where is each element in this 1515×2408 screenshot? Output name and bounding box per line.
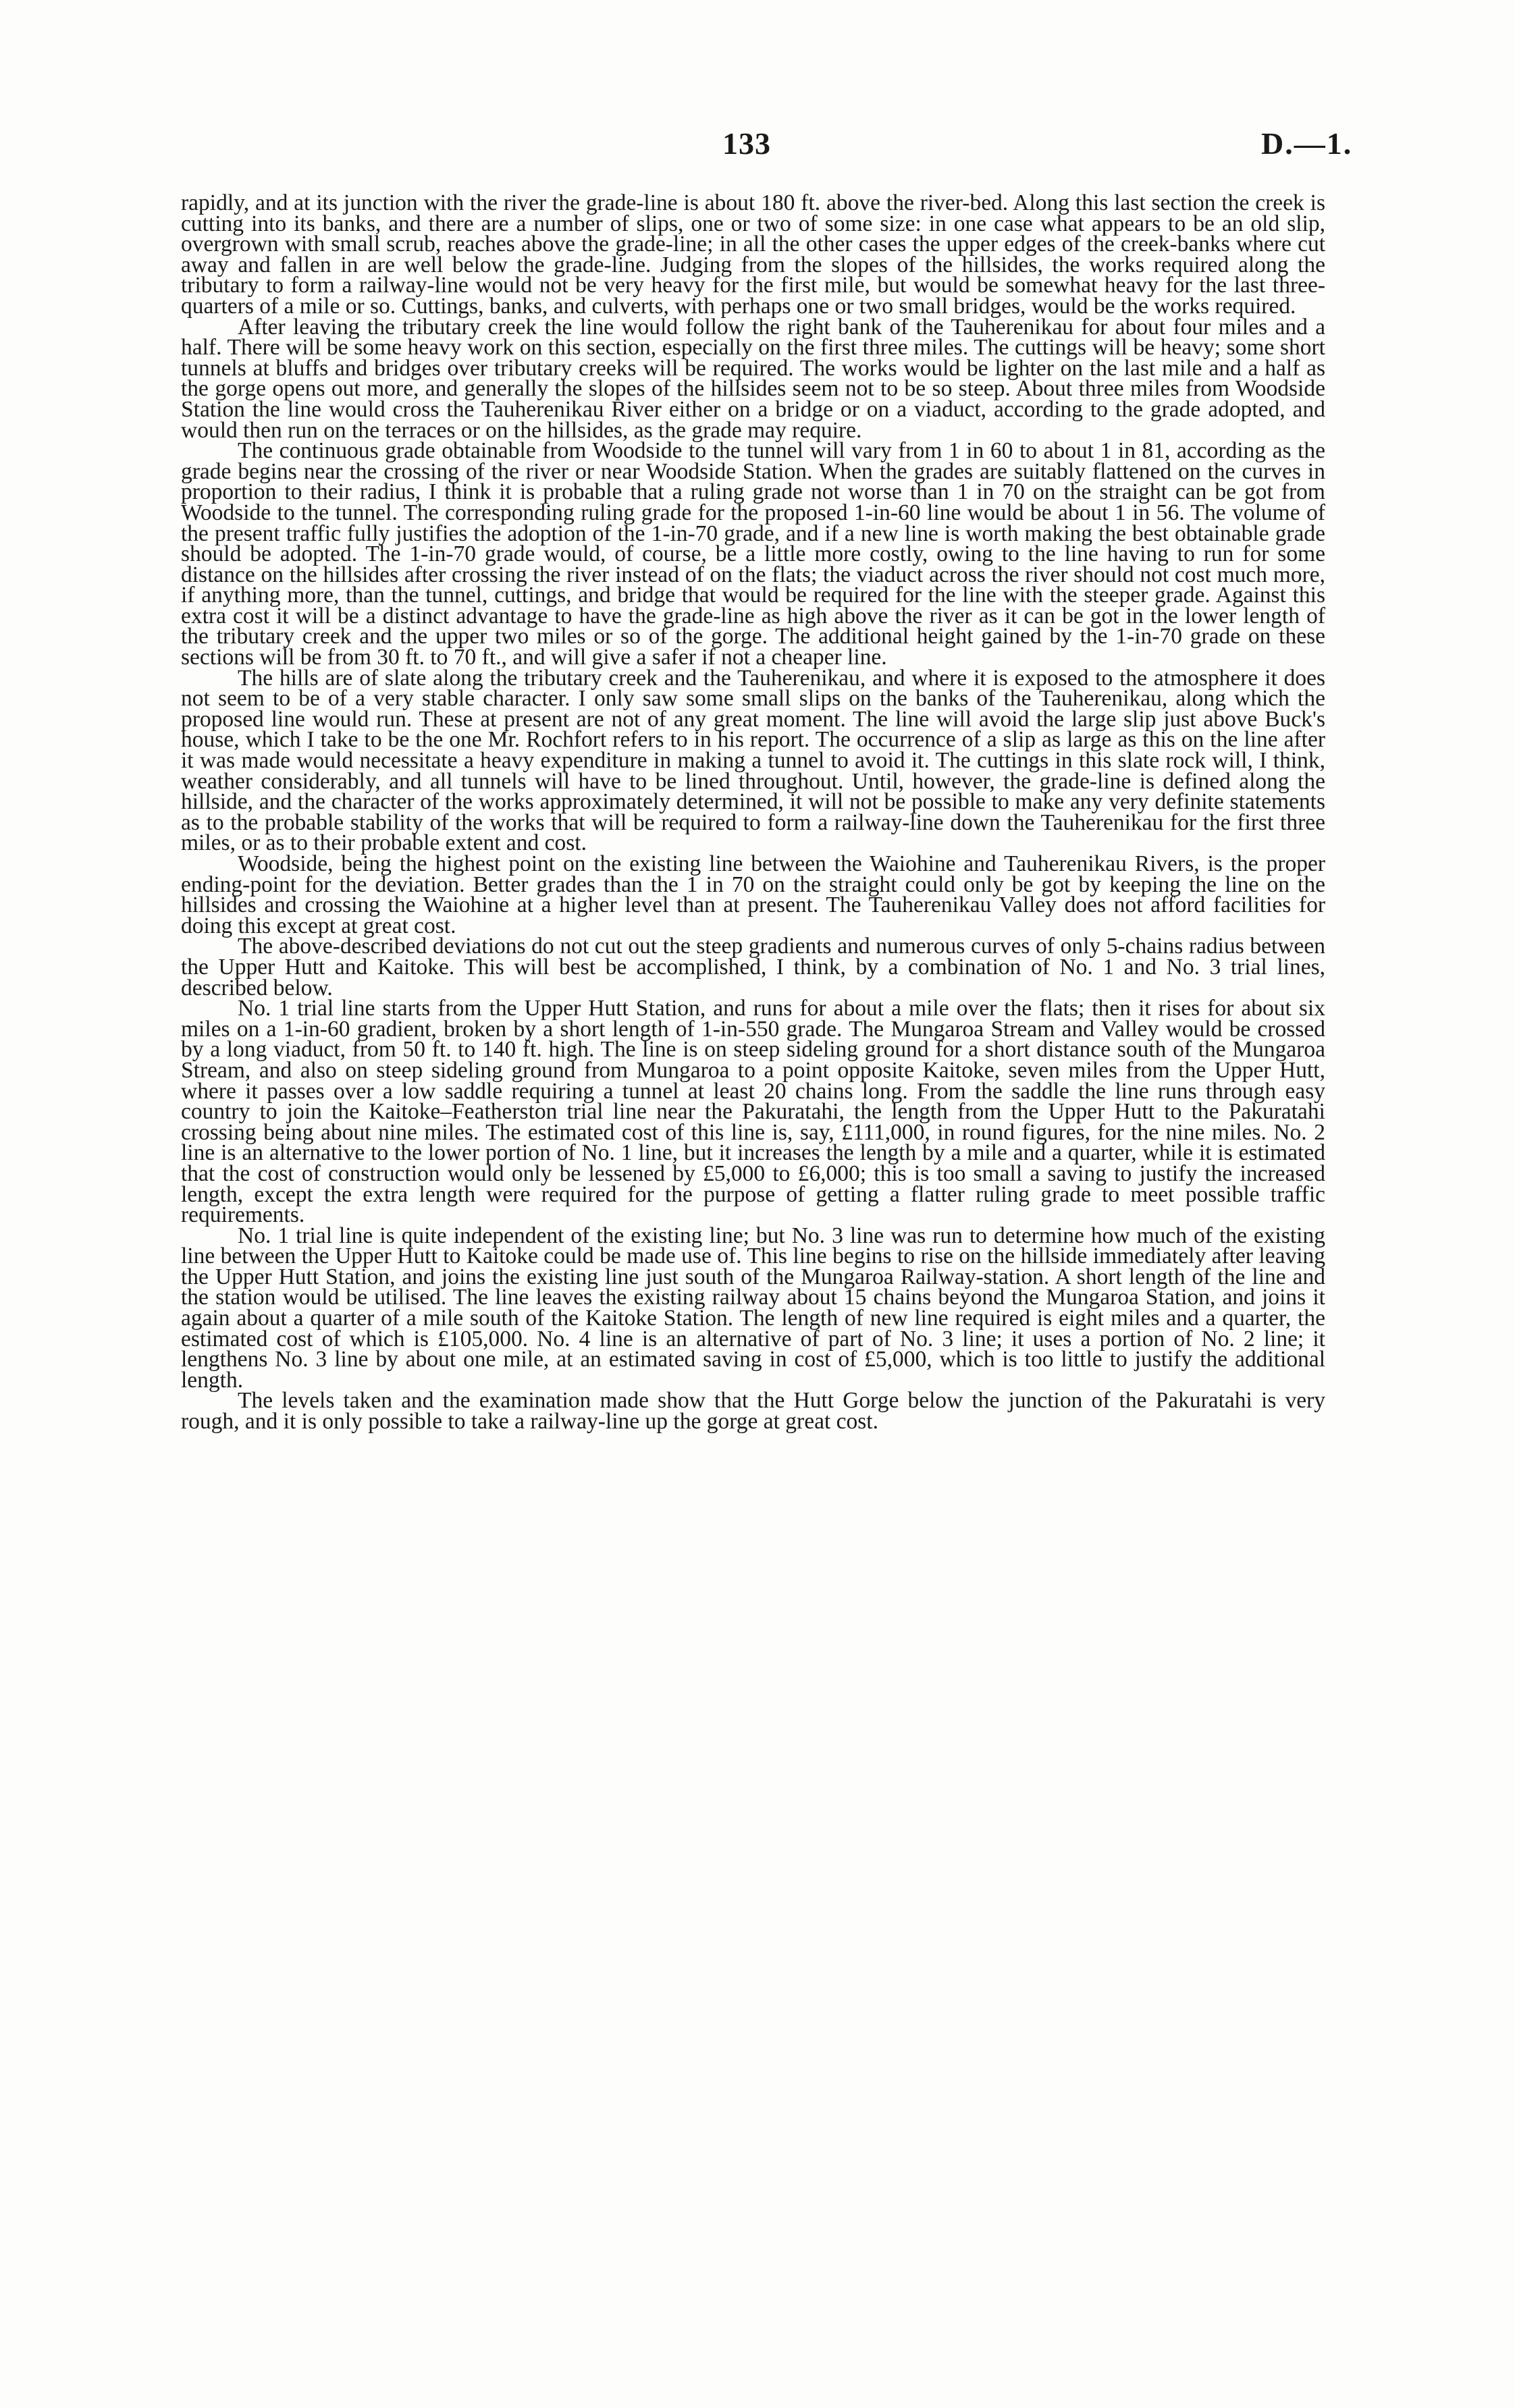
paragraph: No. 1 trial line starts from the Upper Hutt Station, and runs for about a mile over the flats; then it rises for about six miles on a 1-in-60 gradient, broken by a short length of 1-in-550 grade. The Mungaroa Stream and Valley would be crossed by a long viaduct, from 50 ft. to 140 ft. high. The line is on steep sideling ground for a short distance south of the Mungaroa Stream, and also on steep sideling ground from Mungaroa to a point opposite Kaitoke, seven miles from the Upper Hutt, where it passes over a low saddle requiring a tunnel at least 20 chains long. From the saddle the line runs through easy country to join the Kaitoke–Featherston trial line near the Pakuratahi, the length from the Upper Hutt to the Pakuratahi crossing being about nine miles. The estimated cost of this line is, say, £111,000, in round figures, for the nine miles. No. 2 line is an alternative to the lower portion of No. 1 line, but it increases the length by a mile and a quarter, while it is estimated that the cost of construction would only be lessened by £5,000 to £6,000; this is too small a saving to justify the increased length, except the extra length were required for the purpose of getting a flatter ruling grade to meet possible traffic requirements.	[181, 996, 1325, 1228]
document-code: D.—1.	[1261, 126, 1353, 161]
paragraph: The hills are of slate along the tributary creek and the Tauherenikau, and where it is exposed to the atmosphere it does not seem to be of a very stable character. I only saw some small slips on the banks of the Tauherenikau, along which the proposed line would run. These at present are not of any great moment. The line will avoid the large slip just above Buck's house, which I take to be the one Mr. Rochfort refers to in his report. The occurrence of a slip as large as this on the line after it was made would necessitate a heavy expenditure in making a tunnel to avoid it. The cuttings in this slate rock will, I think, weather considerably, and all tunnels will have to be lined throughout. Until, however, the grade-line is defined along the hillside, and the character of the works approximately determined, it will not be possible to make any very definite statements as to the probable stability of the works that will be required to form a railway-line down the Tauherenikau for the first three miles, or as to their probable extent and cost.	[181, 665, 1325, 856]
paragraph: rapidly, and at its junction with the river the grade-line is about 180 ft. above the river-bed. Along this last section the creek is cutting into its banks, and there are a number of slips, one or two of some size: in one case what appears to be an old slip, overgrown with small scrub, reaches above the grade-line; in all the other cases the upper edges of the creek-banks where cut away and fallen in are well below the grade-line. Judging from the slopes of the hillsides, the works required along the tributary to form a railway-line would not be very heavy for the first mile, but would be somewhat heavy for the last three-quarters of a mile or so. Cuttings, banks, and culverts, with perhaps one or two small bridges, would be the works required.	[181, 190, 1325, 319]
paragraph: No. 1 trial line is quite independent of the existing line; but No. 3 line was run to determine how much of the existing line between the Upper Hutt to Kaitoke could be made use of. This line begins to rise on the hillside immediately after leaving the Upper Hutt Station, and joins the existing line just south of the Mungaroa Railway-station. A short length of the line and the station would be utilised. The line leaves the existing railway about 15 chains beyond the Mungaroa Station, and joins it again about a quarter of a mile south of the Kaitoke Station. The length of new line required is eight miles and a quarter, the estimated cost of which is £105,000. No. 4 line is an alternative of part of No. 3 line; it uses a portion of No. 2 line; it lengthens No. 3 line by about one mile, at an estimated saving in cost of £5,000, which is too little to justify the additional length.	[181, 1223, 1325, 1393]
body-text	[181, 190, 1325, 1435]
page-number: 133	[722, 126, 771, 161]
paragraph: The levels taken and the examination made show that the Hutt Gorge below the junction of the Pakuratahi is very rough, and it is only possible to take a railway-line up the gorge at great cost.	[181, 1388, 1325, 1435]
paragraph: After leaving the tributary creek the line would follow the right bank of the Tauherenikau for about four miles and a half. There will be some heavy work on this section, especially on the first three miles. The cuttings will be heavy; some short tunnels at bluffs and bridges over tributary creeks will be required. The works would be lighter on the last mile and a half as the gorge opens out more, and generally the slopes of the hillsides seem not to be so steep. About three miles from Woodside Station the line would cross the Tauherenikau River either on a bridge or on a viaduct, according to the grade adopted, and would then run on the terraces or on the hillsides, as the grade may require.	[181, 314, 1325, 443]
paragraph: Woodside, being the highest point on the existing line between the Waiohine and Tauherenikau Rivers, is the proper ending-point for the deviation. Better grades than the 1 in 70 on the straight could only be got by keeping the line on the hillsides and crossing the Waiohine at a higher level than at present. The Tauherenikau Valley does not afford facilities for doing this except at great cost.	[181, 851, 1325, 938]
paragraph: The continuous grade obtainable from Woodside to the tunnel will vary from 1 in 60 to about 1 in 81, according as the grade begins near the crossing of the river or near Woodside Station. When the grades are suitably flattened on the curves in proportion to their radius, I think it is probable that a ruling grade not worse than 1 in 70 on the straight can be got from Woodside to the tunnel. The corresponding ruling grade for the proposed 1-in-60 line would be about 1 in 56. The volume of the present traffic fully justifies the adoption of the 1-in-70 grade, and if a new line is worth making the best obtainable grade should be adopted. The 1-in-70 grade would, of course, be a little more costly, owing to the line having to run for some distance on the hillsides after crossing the river instead of on the flats; the viaduct across the river should not cost much more, if anything more, than the tunnel, cuttings, and bridge that would be required for the line with the steeper grade. Against this extra cost it will be a distinct advantage to have the grade-line as high above the river as it can be got in the lower length of the tributary creek and the upper two miles or so of the gorge. The additional height gained by the 1-in-70 grade on these sections will be from 30 ft. to 70 ft., and will give a safer if not a cheaper line.	[181, 438, 1325, 670]
paragraph: The above-described deviations do not cut out the steep gradients and numerous curves of only 5-chains radius between the Upper Hutt and Kaitoke. This will best be accomplished, I think, by a combination of No. 1 and No. 3 trial lines, described below.	[181, 934, 1325, 1000]
